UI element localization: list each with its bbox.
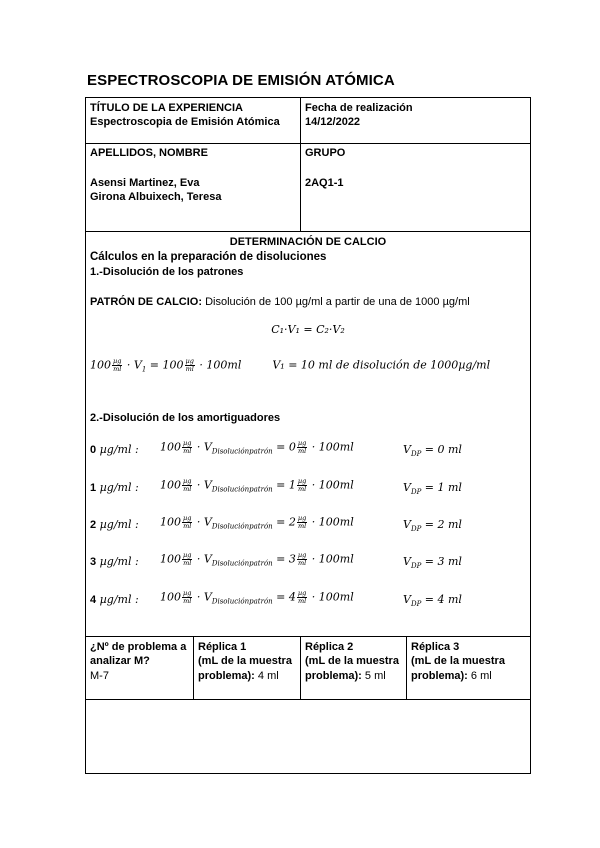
date-value: 14/12/2022 [305, 116, 361, 128]
buffer-result: $V_{DP} = 4$ ml [403, 593, 462, 609]
replica-3-value-line: problema): 6 ml [411, 670, 492, 682]
buffer-equation: 100 $\frac{\text{µg}}{ml}$ · $V_{Disoluciónpatrón} = 3$ $\frac{\text{µg}}{ml}$ · 100ml [160, 551, 354, 568]
patron-description [90, 295, 470, 309]
group-label: GRUPO [305, 147, 346, 159]
document-title: ESPECTROSCOPIA DE EMISIÓN ATÓMICA [87, 72, 395, 89]
patron-equation: 100 $\frac{\text{µg}}{ml}$ · $V_1 = 100$ $\frac{\text{µg}}{ml}$ · 100ml V₁ = 10 ml de disolución de 1000µg/ml [90, 357, 491, 374]
buffer-concentration: 4 µg/ml : [90, 593, 139, 606]
buffer-result: $V_{DP} = 3$ ml [403, 555, 462, 571]
buffer-equation: 100 $\frac{\text{µg}}{ml}$ · $V_{Disoluciónpatrón} = 1$ $\frac{\text{µg}}{ml}$ · 100ml [160, 477, 354, 494]
buffer-result: $V_{DP} = 0$ ml [403, 443, 462, 459]
patron-label: PATRÓN DE CALCIO: [90, 296, 203, 308]
unit-fraction: $\frac{\text{µg}}{ml}$ [185, 357, 194, 373]
section-heading: DETERMINACIÓN DE CALCIO [229, 236, 387, 248]
divider [300, 636, 301, 699]
question-line-1: ¿Nº de problema a [90, 641, 187, 653]
buffer-result: $V_{DP} = 1$ ml [403, 481, 462, 497]
replica-2-value-line: problema): 5 ml [305, 670, 386, 682]
replica-3-title: Réplica 3 [411, 641, 460, 653]
buffer-unit: µg/ml [99, 555, 132, 568]
divider [86, 699, 530, 700]
unit-fraction: $\frac{\text{µg}}{ml}$ [113, 357, 122, 373]
patron-text: Disolución de 100 µg/ml a partir de una de 1000 µg/ml [205, 296, 470, 308]
date-label: Fecha de realización [305, 102, 413, 114]
replica-1-value: 4 ml [257, 670, 279, 682]
divider [300, 98, 301, 231]
patron-volume: 100ml [206, 358, 242, 372]
replica-2-desc: (mL de la muestra [305, 655, 399, 667]
group-value: 2AQ1-1 [305, 177, 344, 189]
step-2-heading: 2.-Disolución de los amortiguadores [90, 412, 281, 424]
replica-1-desc: (mL de la muestra [198, 655, 292, 667]
replica-3-value: 6 ml [470, 670, 492, 682]
name-2: Girona Albuixech, Teresa [90, 191, 222, 203]
buffer-result: $V_{DP} = 2$ ml [403, 518, 462, 534]
divider [86, 231, 530, 232]
names-label: APELLIDOS, NOMBRE [90, 147, 208, 159]
divider [406, 636, 407, 699]
divider [86, 143, 530, 144]
replica-3-desc: (mL de la muestra [411, 655, 505, 667]
buffer-equation: 100 $\frac{\text{µg}}{ml}$ · $V_{Disoluciónpatrón} = 0$ $\frac{\text{µg}}{ml}$ · 100ml [160, 439, 354, 456]
name-1: Asensi Martinez, Eva [90, 177, 200, 189]
buffer-unit: µg/ml [99, 593, 132, 606]
replica-1-value-line: problema): 4 ml [198, 670, 279, 682]
buffer-unit: µg/ml [99, 518, 132, 531]
replica-1-title: Réplica 1 [198, 641, 247, 653]
patron-result: V₁ = 10 ml de disolución de 1000µg/ml [272, 358, 491, 372]
step-1-heading: 1.-Disolución de los patrones [90, 266, 244, 278]
replica-2-title: Réplica 2 [305, 641, 354, 653]
divider [86, 636, 530, 637]
buffer-equation: 100 $\frac{\text{µg}}{ml}$ · $V_{Disoluciónpatrón} = 2$ $\frac{\text{µg}}{ml}$ · 100ml [160, 514, 354, 531]
replica-2-value: 5 ml [364, 670, 386, 682]
buffer-equation: 100 $\frac{\text{µg}}{ml}$ · $V_{Disoluciónpatrón} = 4$ $\frac{\text{µg}}{ml}$ · 100ml [160, 589, 354, 606]
patron-rhs-coef: 100 [162, 358, 184, 372]
buffer-unit: µg/ml [99, 481, 132, 494]
experience-label: TÍTULO DE LA EXPERIENCIA [90, 102, 243, 114]
question-line-2: analizar M? [90, 655, 150, 667]
buffer-concentration: 0 µg/ml : [90, 443, 139, 456]
buffer-concentration: 1 µg/ml : [90, 481, 139, 494]
divider [193, 636, 194, 699]
problem-answer: M-7 [90, 670, 109, 682]
buffer-unit: µg/ml [99, 443, 132, 456]
dilution-law: C₁·V₁ = C₂·V₂ [271, 323, 345, 336]
experiment-form [85, 97, 531, 774]
buffer-concentration: 2 µg/ml : [90, 518, 139, 531]
section-subheading: Cálculos en la preparación de disoluciones [90, 251, 327, 263]
patron-lhs-coef: 100 [90, 358, 111, 372]
experience-value: Espectroscopia de Emisión Atómica [90, 116, 280, 128]
buffer-concentration: 3 µg/ml : [90, 555, 139, 568]
